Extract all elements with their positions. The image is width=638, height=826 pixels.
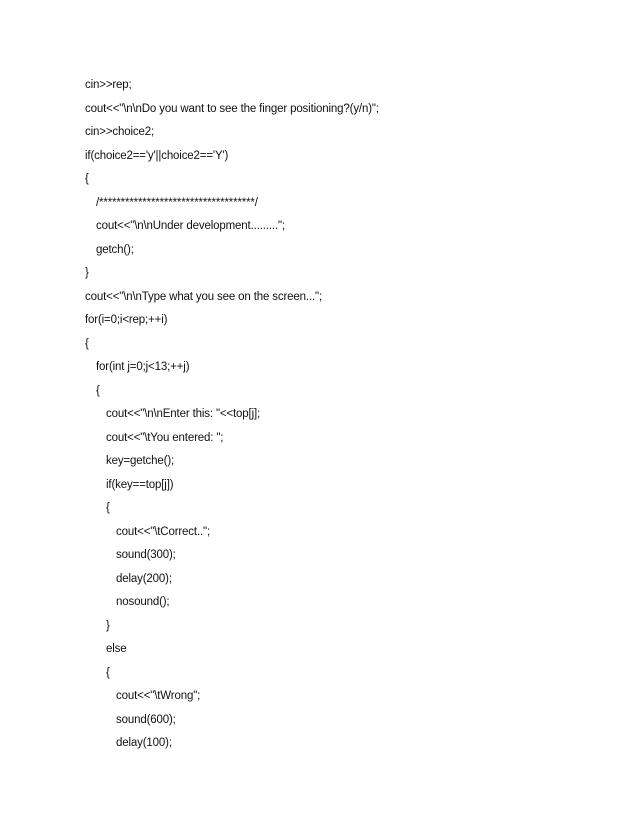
code-line: if(key==top[j]) [106, 478, 174, 491]
code-line: cin>>choice2; [85, 126, 155, 138]
code-line: sound(600); [116, 713, 176, 726]
code-line: cout<<"\tWrong"; [116, 690, 201, 702]
code-line: { [106, 666, 110, 679]
code-line: cout<<"\n\nUnder development........."; [96, 220, 285, 232]
code-line: /************************************/ [96, 196, 258, 209]
code-line: else [106, 643, 127, 655]
code-line: cin>>rep; [85, 79, 132, 91]
code-listing [85, 74, 605, 756]
code-line: } [106, 619, 110, 632]
code-line: getch(); [96, 243, 134, 256]
code-line: { [106, 502, 110, 514]
code-line: for(i=0;i<rep;++i) [85, 314, 168, 326]
code-line: cout<<"\n\nType what you see on the screen..."; [85, 290, 323, 303]
code-line: } [85, 267, 89, 279]
code-line: cout<<"\n\nEnter this: "<<top[j]; [106, 408, 261, 420]
code-line: cout<<"\tYou entered: "; [106, 431, 224, 444]
code-line: sound(300); [116, 549, 176, 561]
code-line: cout<<"\tCorrect.."; [116, 525, 211, 538]
code-line: if(choice2=='y'||choice2=='Y') [85, 149, 229, 162]
code-line: cout<<"\n\nDo you want to see the finger positioning?(y/n)"; [85, 102, 379, 115]
code-line: { [85, 337, 89, 350]
code-line: { [85, 173, 89, 185]
code-line: { [96, 384, 100, 397]
code-line: key=getche(); [106, 455, 175, 467]
code-line: for(int j=0;j<13;++j) [96, 361, 190, 373]
code-line: nosound(); [116, 596, 170, 608]
code-line: delay(100); [116, 737, 172, 749]
code-line: delay(200); [116, 572, 172, 585]
